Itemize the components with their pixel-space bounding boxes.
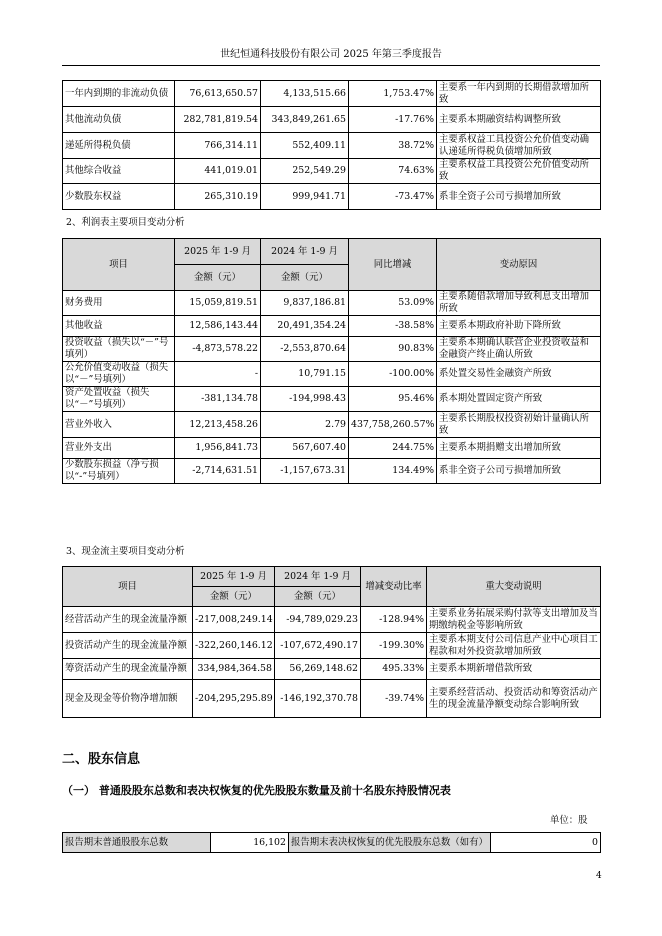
row-reason: 系本期处置固定资产所致 <box>437 387 601 412</box>
row-value-current: 15,059,819.51 <box>175 291 261 316</box>
col-item: 项目 <box>63 567 193 607</box>
page-number: 4 <box>596 871 602 881</box>
common-holders-label: 报告期末普通股股东总数 <box>63 833 211 853</box>
row-reason: 主要系业务拓展采购付款等支出增加及当期缴纳税金等影响所致 <box>427 607 601 633</box>
col-amount-previous: 金额（元） <box>275 587 361 607</box>
row-item: 一年内到期的非流动负债 <box>63 81 175 107</box>
row-value-previous: 999,941.71 <box>261 184 349 210</box>
row-item: 资产处置收益（损失以“－”号填列） <box>63 387 175 412</box>
row-change: 53.09% <box>349 291 437 316</box>
table-row <box>63 291 601 316</box>
row-value-current: -381,134.78 <box>175 387 261 412</box>
row-value-previous: -94,789,029.23 <box>275 607 361 633</box>
table-row <box>63 362 601 387</box>
row-item: 公允价值变动收益（损失以“－”号填列） <box>63 362 175 387</box>
common-holders-value: 16,102 <box>211 833 289 853</box>
col-amount-current: 金额（元） <box>175 265 261 291</box>
table-row <box>63 159 601 184</box>
row-change: 1,753.47% <box>349 81 437 107</box>
row-value-current: 12,586,143.44 <box>175 316 261 337</box>
col-change: 同比增减 <box>349 239 437 291</box>
table-row <box>63 659 601 680</box>
col-change: 增减变动比率 <box>361 567 427 607</box>
col-amount-previous: 金额（元） <box>261 265 349 291</box>
row-change: 38.72% <box>349 133 437 159</box>
row-value-previous: 20,491,354.24 <box>261 316 349 337</box>
row-value-current: 1,956,841.73 <box>175 438 261 459</box>
row-value-previous: 56,269,148.62 <box>275 659 361 680</box>
row-change: -128.94% <box>361 607 427 633</box>
row-item: 其他收益 <box>63 316 175 337</box>
income-section-title: 2、利润表主要项目变动分析 <box>66 217 185 228</box>
row-change: 95.46% <box>349 387 437 412</box>
table-row <box>63 412 601 438</box>
row-item: 经营活动产生的现金流量净额 <box>63 607 193 633</box>
row-value-previous: -194,998.43 <box>261 387 349 412</box>
row-value-previous: 4,133,515.66 <box>261 81 349 107</box>
col-item: 项目 <box>63 239 175 291</box>
table-row <box>63 680 601 718</box>
row-item: 投资收益（损失以“－”号填列） <box>63 337 175 362</box>
row-item: 筹资活动产生的现金流量净额 <box>63 659 193 680</box>
header-rule <box>62 65 600 66</box>
row-item: 其他流动负债 <box>63 107 175 133</box>
table-row <box>63 337 601 362</box>
row-reason: 主要系随借款增加导致利息支出增加所致 <box>437 291 601 316</box>
row-value-current: -2,714,631.51 <box>175 459 261 484</box>
page-header: 世纪恒通科技股份有限公司 2025 年第三季度报告 <box>220 49 442 60</box>
row-reason: 主要系权益工具投资公允价值变动所致 <box>437 159 601 184</box>
table-row <box>63 316 601 337</box>
row-value-current: -204,295,295.89 <box>193 680 275 718</box>
preferred-holders-label: 报告期末表决权恢复的优先股股东总数（如有） <box>289 833 491 853</box>
row-item: 其他综合收益 <box>63 159 175 184</box>
table-row <box>63 133 601 159</box>
row-value-current: -217,008,249.14 <box>193 607 275 633</box>
row-change: 90.83% <box>349 337 437 362</box>
cashflow-change-table <box>62 566 601 718</box>
income-change-table <box>62 238 601 484</box>
row-item: 递延所得税负债 <box>63 133 175 159</box>
section-heading-shareholders: 二、股东信息 <box>62 752 141 767</box>
col-period-previous: 2024 年 1-9 月 <box>261 239 349 265</box>
row-reason: 主要系一年内到期的长期借款增加所致 <box>437 81 601 107</box>
row-item: 财务费用 <box>63 291 175 316</box>
row-change: -199.30% <box>361 633 427 659</box>
row-reason: 主要系本期确认联营企业投资收益和金融资产终止确认所致 <box>437 337 601 362</box>
col-period-current: 2025 年 1-9 月 <box>175 239 261 265</box>
row-value-current: 441,019.01 <box>175 159 261 184</box>
row-value-current: 766,314.11 <box>175 133 261 159</box>
row-item: 营业外支出 <box>63 438 175 459</box>
row-change: 437,758,260.57% <box>349 412 437 438</box>
table-row <box>63 107 601 133</box>
row-reason: 主要系长期股权投资初始计量确认所致 <box>437 412 601 438</box>
table-row <box>63 81 601 107</box>
row-value-current: 12,213,458.26 <box>175 412 261 438</box>
row-change: -17.76% <box>349 107 437 133</box>
row-change: -38.58% <box>349 316 437 337</box>
row-reason: 主要系本期政府补助下降所致 <box>437 316 601 337</box>
shareholder-count-table <box>62 832 601 853</box>
row-value-previous: 252,549.29 <box>261 159 349 184</box>
row-value-previous: 2.79 <box>261 412 349 438</box>
row-change: -73.47% <box>349 184 437 210</box>
preferred-holders-value: 0 <box>491 833 601 853</box>
row-reason: 系非全资子公司亏损增加所致 <box>437 459 601 484</box>
row-reason: 系非全资子公司亏损增加所致 <box>437 184 601 210</box>
row-value-current: -322,260,146.12 <box>193 633 275 659</box>
table-row <box>63 184 601 210</box>
row-item: 营业外收入 <box>63 412 175 438</box>
row-reason: 主要系本期融资结构调整所致 <box>437 107 601 133</box>
row-value-current: 334,984,364.58 <box>193 659 275 680</box>
row-value-current: - <box>175 362 261 387</box>
row-item: 少数股东损益（净亏损以“-”号填列） <box>63 459 175 484</box>
balance-change-table <box>62 80 601 210</box>
row-value-previous: 552,409.11 <box>261 133 349 159</box>
row-value-previous: -107,672,490.17 <box>275 633 361 659</box>
row-value-current: -4,873,578.22 <box>175 337 261 362</box>
row-reason: 主要系经营活动、投资活动和筹资活动产生的现金流量净额变动综合影响所致 <box>427 680 601 718</box>
col-reason: 重大变动说明 <box>427 567 601 607</box>
col-period-previous: 2024 年 1-9 月 <box>275 567 361 587</box>
row-value-previous: -1,157,673.31 <box>261 459 349 484</box>
row-value-current: 265,310.19 <box>175 184 261 210</box>
row-change: 244.75% <box>349 438 437 459</box>
row-change: -39.74% <box>361 680 427 718</box>
row-change: 134.49% <box>349 459 437 484</box>
table-row <box>63 607 601 633</box>
row-reason: 主要系权益工具投资公允价值变动确认递延所得税负债增加所致 <box>437 133 601 159</box>
row-value-current: 282,781,819.54 <box>175 107 261 133</box>
row-value-previous: 10,791.15 <box>261 362 349 387</box>
row-reason: 主要系本期新增借款所致 <box>427 659 601 680</box>
table-row <box>63 387 601 412</box>
table-row <box>63 438 601 459</box>
row-change: -100.00% <box>349 362 437 387</box>
row-value-previous: 9,837,186.81 <box>261 291 349 316</box>
row-item: 投资活动产生的现金流量净额 <box>63 633 193 659</box>
row-reason: 系处置交易性金融资产所致 <box>437 362 601 387</box>
row-value-previous: 567,607.40 <box>261 438 349 459</box>
row-value-previous: -2,553,870.64 <box>261 337 349 362</box>
row-value-previous: 343,849,261.65 <box>261 107 349 133</box>
table-row <box>63 459 601 484</box>
col-period-current: 2025 年 1-9 月 <box>193 567 275 587</box>
cashflow-section-title: 3、现金流主要项目变动分析 <box>66 546 185 557</box>
row-change: 74.63% <box>349 159 437 184</box>
row-value-current: 76,613,650.57 <box>175 81 261 107</box>
table-row <box>63 633 601 659</box>
col-reason: 变动原因 <box>437 239 601 291</box>
row-reason: 主要系本期支付公司信息产业中心项目工程款和对外投资款增加所致 <box>427 633 601 659</box>
unit-label: 单位：股 <box>550 815 588 826</box>
row-change: 495.33% <box>361 659 427 680</box>
row-reason: 主要系本期捐赠支出增加所致 <box>437 438 601 459</box>
col-amount-current: 金额（元） <box>193 587 275 607</box>
row-value-previous: -146,192,370.78 <box>275 680 361 718</box>
row-item: 现金及现金等价物净增加额 <box>63 680 193 718</box>
subsection-heading: （一） 普通股股东总数和表决权恢复的优先股股东数量及前十名股东持股情况表 <box>62 784 451 797</box>
row-item: 少数股东权益 <box>63 184 175 210</box>
